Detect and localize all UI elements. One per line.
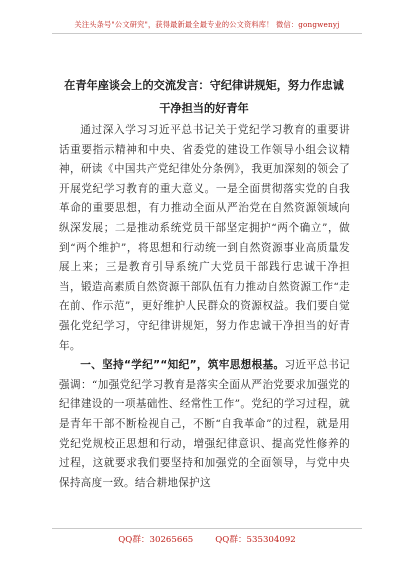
paragraph-intro: 通过深入学习习近平总书记关于党纪学习教育的重要讲话重要指示精神和中央、省委党的建设工作领导小组会议精神，研读《中国共产党纪律处分条例》，我更加深刻的领会了开展党纪学习教育的重大意义。一是全面贯彻落实党的自我革命的重要思想，有力推动全面从严治党在自然资源领域向纵深发展；二是推动系统党员干部坚定拥护“两个确立”，做到“两个维护”，将思想和行动统一到自然资源事业高质量发展上来；三是教育引导系统广大党员干部践行忠诚干净担当，锻造高素质自然资源干部队伍有力推动自然资源工作“走在前、作示范”，更好维护人民群众的资源权益。我们要自觉强化党纪学习，守纪律讲规矩，努力作忠诚干净担当的好青年。 (59, 124, 350, 352)
header-banner: 关注头条号"公文研究"，获得最新最全最专业的公文资料库！ 微信：gongwenyj (74, 20, 340, 29)
footer-contact (52, 533, 362, 545)
footer-divider (52, 528, 362, 529)
paragraph-section-1 (59, 356, 350, 493)
document-title (56, 74, 352, 120)
section-1-heading: 一、坚持“学纪”“知纪”，筑牢思想根基。 (80, 359, 285, 372)
title-line-1: 在青年座谈会上的交流发言：守纪律讲规矩，努力作忠诚 (64, 79, 344, 92)
section-1-body: 习近平总书记强调：“加强党纪学习教育是落实全面从严治党要求加强党的纪律建设的一项基础性、经常性工作”。党纪的学习过程，就是青年干部不断检视自己，不断“自我革命”的过程，就是用党纪党规校正思想和行动，增强纪律意识、提高党性修养的过程，这就要求我们要坚持和加强党的全面领导，与党中央保持高度一致。结合耕地保护这 (59, 359, 350, 489)
title-line-2: 干净担当的好青年 (159, 102, 249, 115)
document-body (59, 121, 350, 493)
header-divider (52, 33, 362, 34)
footer-qq-group-1: QQ群：30265665 (118, 535, 194, 545)
footer-qq-group-2: QQ群：535304092 (215, 535, 296, 545)
